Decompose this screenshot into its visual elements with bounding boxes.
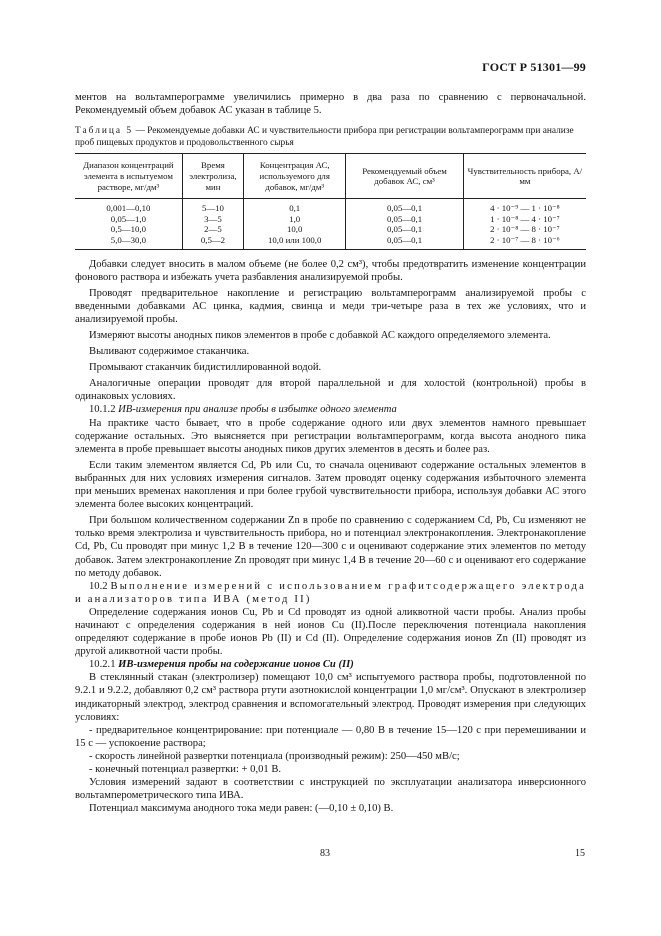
paragraph: Проводят предварительное накопление и регистрацию вольтамперограмм анализируемой пробы с введенными добавками АС цинка, кадмия, свинца и меди три-четыре раза в тех же условиях, что и анализируемой пробы. (75, 287, 586, 325)
section-title: ИВ-измерения при анализе пробы в избытке одного элемента (118, 404, 397, 416)
table-cell: 0,05—1,0 (110, 213, 146, 224)
section-heading-10-2-1 (75, 658, 586, 671)
document-body (75, 91, 586, 815)
table-cell: 1,0 (244, 214, 346, 225)
table-caption-text: — Рекомендуемые добавки АС и чувствительности прибора при регистрации вольтамперограмм при анализе проб пищевых продуктов и продовольственного сырья (75, 126, 574, 148)
table-header-cell: Рекомендуемый объем добавок АС, см³ (346, 154, 464, 199)
paragraph: Аналогичные операции проводят для второй параллельной и для холостой (контрольной) пробы в одинаковых условиях. (75, 378, 586, 403)
intro-paragraph: ментов на вольтамперограмме увеличились примерно в два раза по сравнению с первоначальной. Рекомендуемый объем добавок АС указан в таблице 5. (75, 92, 586, 117)
section-heading-10-1-2 (75, 403, 586, 416)
table-cell: 4 · 10⁻⁹ — 1 · 10⁻⁸ (463, 199, 586, 214)
additions-table (75, 153, 586, 249)
paragraph: Измеряют высоты анодных пиков элементов в пробе с добавкой АС каждого определяемого элемента. (89, 330, 551, 341)
table-cell: 0,05—0,1 (346, 224, 464, 235)
table-row (75, 224, 586, 235)
table-cell: 0,1 (244, 199, 346, 214)
paragraph: Добавки следует вносить в малом объеме (не более 0,2 см³), чтобы предотвратить изменение концентрации фонового раствора и избежать учета разбавления анализируемой пробы. (75, 258, 586, 283)
paragraph: Условия измерений задают в соответствии с инструкцией по эксплуатации анализатора инверсионного вольтамперометрического типа ИВА. (75, 777, 586, 802)
paragraph: При большом количественном содержании Zn в пробе по сравнению с содержанием Cd, Pb, Cu изменяют не только время электролиза и чувствительность прибора, но и потенциал электронакопления. Электронакопление Cd, Pb, Cu проводят при минус 1,2 В в течение 120—300 с и оценивают содержание этих элементов по методу добавок. Затем электронакопление Zn проводят при минус 1,4 В в течение 20—60 с и оценивают его содержание по методу добавок. (75, 515, 586, 579)
section-title: Выполнение измерений с использованием графитсодержащего электрода и анализаторов типа ИВА (метод II) (75, 580, 587, 605)
section-heading-10-2 (75, 580, 586, 606)
paragraph: На практике часто бывает, что в пробе содержание одного или двух элементов намного превышает содержание остальных. Это выясняется при регистрации вольтамперограмм, когда высота анодного пика элемента в пробе превышает высоты анодных пиков других элементов в десять и более раз. (75, 417, 586, 455)
table-header-row (75, 154, 586, 199)
section-number: 10.2 (89, 580, 111, 592)
table-cell: 2 · 10⁻⁸ — 8 · 10⁻⁷ (463, 224, 586, 235)
condition-item: - конечный потенциал развертки: + 0,01 В. (89, 764, 282, 775)
table-cell: 0,5—2 (182, 235, 243, 249)
table-cell: 0,5—10,0 (110, 224, 146, 235)
table-cell: 2 · 10⁻⁷ — 8 · 10⁻⁶ (463, 235, 586, 249)
table-cell: 3—5 (182, 214, 243, 225)
table-cell: 0,05—0,1 (346, 235, 464, 249)
table-cell: 5—10 (182, 199, 243, 214)
paragraph: Если таким элементом является Cd, Pb или Cu, то сначала оценивают содержание остальных элементов в выбранных для них условиях измерения сигналов. Затем проводят оценку содержания избыточного элемента при меньших временах накопления и при более грубой чувствительности прибора, используя добавки АС этого элемента более высоких концентраций. (75, 459, 586, 511)
table-cell: 0,001—0,10 (106, 203, 151, 214)
paragraph: Потенциал максимума анодного тока меди равен: (—0,10 ± 0,10) В. (89, 803, 394, 815)
section-number: 10.2.1 (89, 659, 119, 671)
table-row (75, 235, 586, 249)
table-cell: 10,0 или 100,0 (244, 235, 346, 249)
table-cell: 5,0—30,0 (75, 235, 182, 249)
table-caption (75, 126, 586, 149)
table-header-cell: Время электролиза, мин (182, 154, 243, 199)
sheet-number: 15 (575, 848, 585, 859)
table-cell: 10,0 (244, 224, 346, 235)
paragraph: Промывают стаканчик бидистиллированной водой. (89, 362, 322, 374)
table-row (75, 199, 586, 214)
paragraph: Определение содержания ионов Cu, Pb и Cd проводят из одной аликвотной части пробы. Анализ пробы начинают с определения содержания в ней ионов Cu (II).После переключения потенциала накопления определяют содержание в пробе ионов Pb (II) и Cd (II). Определение содержания ионов Zn (II) проводят из другой аликвотной части пробы. (75, 606, 586, 658)
table-cell: 0,05—0,1 (346, 214, 464, 225)
paragraph: В стеклянный стакан (электролизер) помещают 10,0 см³ испытуемого раствора пробы, подготовленной по 9.2.1 и 9.2.2, добавляют 0,2 см³ раствора ртути азотнокислой концентрации 1,0 мг/см³. Опускают в электролизер индикаторный электрод, электрод сравнения и вспомогательный электрод. Проводят измерения при следующих условиях: (75, 672, 586, 723)
document-header: ГОСТ Р 51301—99 (482, 60, 586, 74)
condition-item: - предварительное концентрирование: при потенциале — 0,80 В в течение 15—120 с при перемешивании и 15 с — успокоение раствора; (75, 724, 586, 749)
section-title: ИВ-измерения пробы на содержание ионов Cu (II) (118, 659, 354, 671)
table-cell: 2—5 (182, 224, 243, 235)
table-cell: 0,05—0,1 (346, 199, 464, 214)
page-number: 83 (320, 848, 330, 859)
section-number: 10.1.2 (89, 404, 119, 416)
table-header-cell: Диапазон концентраций элемента в испытуемом растворе, мг/дм³ (75, 154, 182, 199)
table-header-cell: Чувствительность прибора, А/мм (463, 154, 586, 199)
table-header-cell: Концентрация АС, используемого для добавок, мг/дм³ (244, 154, 346, 199)
table-cell: 1 · 10⁻⁸ — 4 · 10⁻⁷ (463, 214, 586, 225)
paragraph: Выливают содержимое стаканчика. (89, 346, 250, 358)
table-row (75, 214, 586, 225)
condition-item: - скорость линейной развертки потенциала (производный режим): 250—450 мВ/с; (89, 750, 460, 762)
table-caption-label: Таблица 5 (75, 126, 134, 137)
